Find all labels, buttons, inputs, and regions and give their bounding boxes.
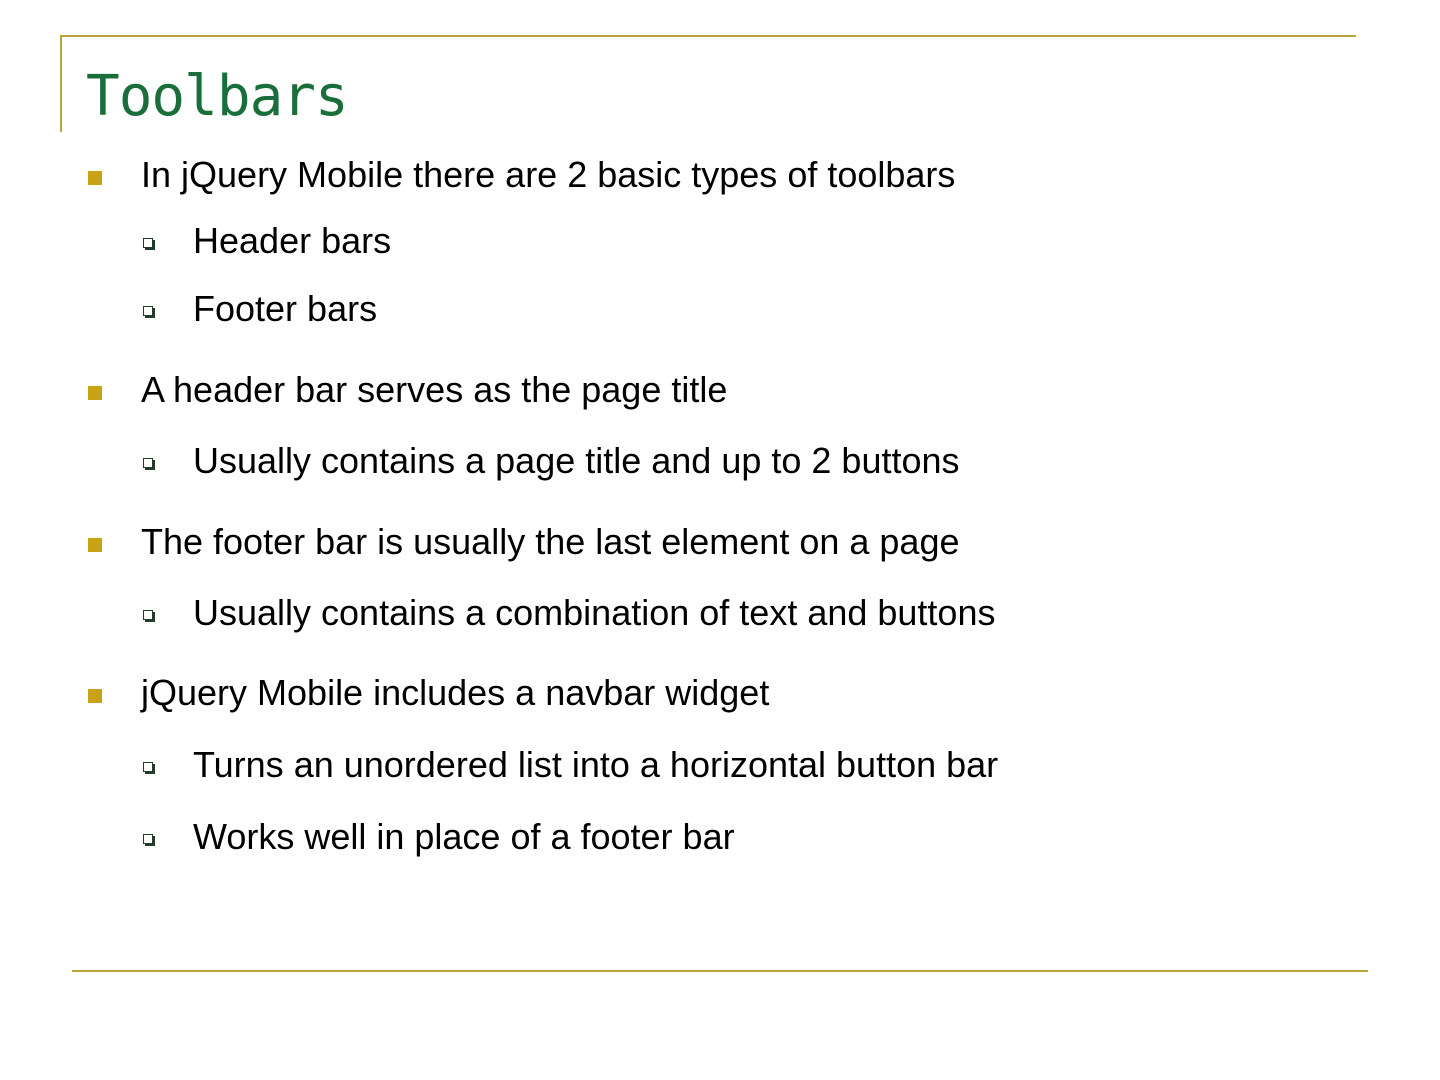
box-bullet-icon [143, 834, 153, 844]
sub-bullet-text: Footer bars [193, 288, 378, 329]
square-bullet-icon [88, 689, 102, 703]
sub-bullet-text: Turns an unordered list into a horizontal button bar [193, 744, 999, 785]
square-bullet-icon [88, 538, 102, 552]
bullet-text: jQuery Mobile includes a navbar widget [141, 672, 770, 713]
square-bullet-icon [88, 386, 102, 400]
bullet-text: In jQuery Mobile there are 2 basic types of toolbars [141, 154, 956, 195]
square-bullet-icon [88, 171, 102, 185]
sub-bullet-text: Works well in place of a footer bar [193, 816, 735, 857]
top-rule [60, 35, 1356, 37]
slide-title: Toolbars [86, 64, 348, 129]
box-bullet-icon [143, 610, 153, 620]
box-bullet-icon [143, 306, 153, 316]
box-bullet-icon [143, 238, 153, 248]
bullet-text: A header bar serves as the page title [141, 369, 728, 410]
box-bullet-icon [143, 458, 153, 468]
bullet-text: The footer bar is usually the last element on a page [141, 521, 960, 562]
sub-bullet-text: Header bars [193, 220, 392, 261]
bottom-rule [72, 970, 1368, 972]
left-rule [60, 35, 62, 132]
sub-bullet-text: Usually contains a combination of text and buttons [193, 592, 996, 633]
box-bullet-icon [143, 762, 153, 772]
sub-bullet-text: Usually contains a page title and up to 2 buttons [193, 440, 960, 481]
